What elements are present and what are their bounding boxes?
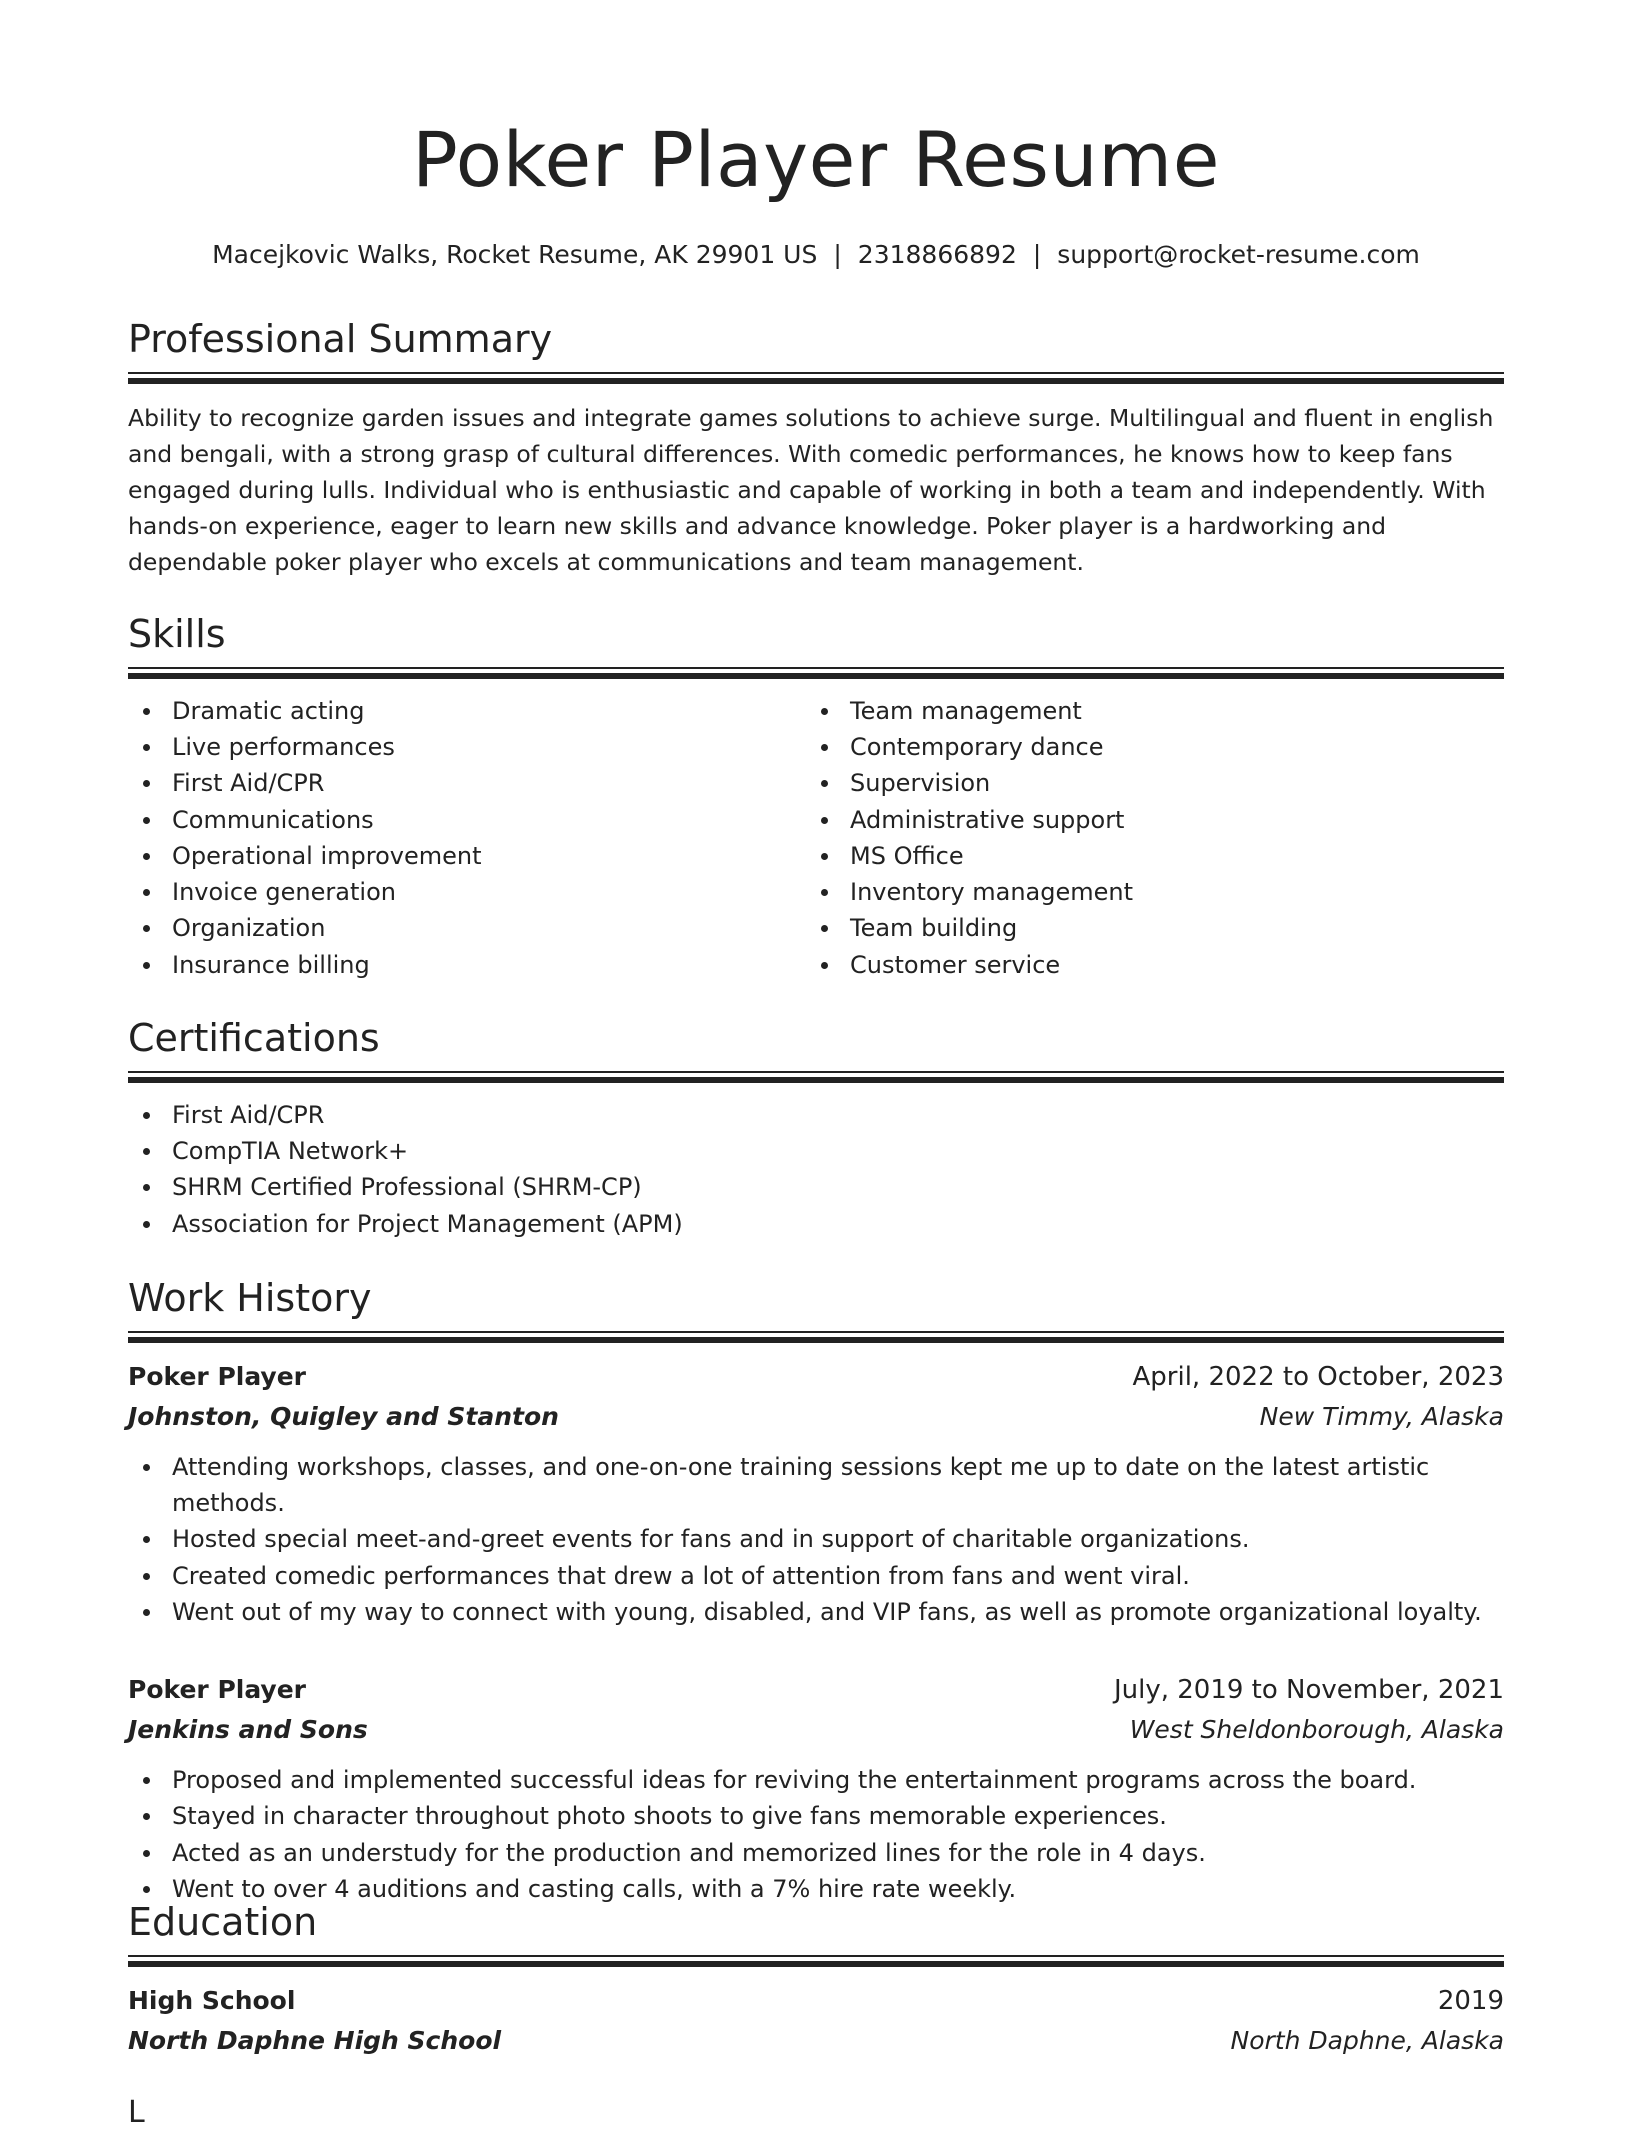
education-year: 2019 [1437, 1985, 1504, 2016]
list-item: Dramatic acting [128, 693, 806, 729]
education-degree: High School [128, 1985, 296, 2015]
job-company-row [128, 1397, 1504, 1437]
list-item: Contemporary dance [806, 729, 1484, 765]
list-item: Communications [128, 802, 806, 838]
cutoff-text: L [128, 2095, 145, 2130]
contact-line [128, 240, 1504, 269]
list-item: MS Office [806, 838, 1484, 874]
job-bullets [128, 1449, 1504, 1630]
list-item: Association for Project Management (APM) [128, 1206, 1504, 1242]
list-item: Administrative support [806, 802, 1484, 838]
contact-address: Macejkovic Walks, Rocket Resume, AK 29901 US [212, 240, 818, 269]
list-item: Supervision [806, 765, 1484, 801]
list-item: Hosted special meet-and-greet events for fans and in support of charitable organizations. [128, 1521, 1504, 1557]
education-location: North Daphne, Alaska [1230, 2025, 1504, 2055]
list-item: Organization [128, 910, 806, 946]
list-item: Customer service [806, 947, 1484, 983]
list-item: Invoice generation [128, 874, 806, 910]
skills-grid [128, 693, 1504, 983]
skills-list-left [128, 693, 806, 983]
section-divider [128, 1955, 1504, 1967]
job-entry [128, 1357, 1504, 1630]
contact-separator: | [833, 240, 842, 269]
list-item: Insurance billing [128, 947, 806, 983]
list-item: CompTIA Network+ [128, 1133, 1504, 1169]
contact-email: support@rocket-resume.com [1057, 240, 1420, 269]
list-item: Operational improvement [128, 838, 806, 874]
section-divider [128, 1331, 1504, 1343]
certifications-list [128, 1097, 1504, 1242]
job-title: Poker Player [128, 1675, 307, 1705]
section-divider [128, 667, 1504, 679]
list-item: Created comedic performances that drew a lot of attention from fans and went viral. [128, 1558, 1504, 1594]
certifications-heading: Certifications [128, 1016, 380, 1060]
list-item: First Aid/CPR [128, 1097, 1504, 1133]
skills-list-right [806, 693, 1484, 983]
section-divider [128, 1071, 1504, 1083]
job-location: West Sheldonborough, Alaska [1129, 1715, 1504, 1745]
education-heading: Education [128, 1900, 318, 1944]
section-divider [128, 372, 1504, 384]
certifications-section [128, 1017, 1504, 1242]
education-entry [128, 1981, 1504, 2061]
summary-section [128, 318, 1504, 580]
job-header-row [128, 1357, 1504, 1397]
skills-heading: Skills [128, 612, 226, 656]
job-dates: July, 2019 to November, 2021 [1113, 1675, 1504, 1706]
education-school-row [128, 2021, 1504, 2061]
job-location: New Timmy, Alaska [1259, 1401, 1504, 1431]
job-dates: April, 2022 to October, 2023 [1132, 1361, 1504, 1392]
education-section [128, 1901, 1504, 2061]
job-entry [128, 1670, 1504, 1907]
work-history-heading: Work History [128, 1276, 372, 1320]
list-item: Attending workshops, classes, and one-on-one training sessions kept me up to date on the latest artistic methods. [128, 1449, 1504, 1522]
job-bullets [128, 1762, 1504, 1907]
job-company-row [128, 1710, 1504, 1750]
summary-heading: Professional Summary [128, 317, 553, 361]
list-item: SHRM Certified Professional (SHRM-CP) [128, 1169, 1504, 1205]
list-item: Went out of my way to connect with young, disabled, and VIP fans, as well as promote organizational loyalty. [128, 1594, 1504, 1630]
list-item: First Aid/CPR [128, 765, 806, 801]
list-item: Inventory management [806, 874, 1484, 910]
job-header-row [128, 1670, 1504, 1710]
contact-separator: | [1032, 240, 1042, 269]
list-item: Acted as an understudy for the production and memorized lines for the role in 4 days. [128, 1835, 1504, 1871]
list-item: Went to over 4 auditions and casting calls, with a 7% hire rate weekly. [128, 1871, 1504, 1907]
list-item: Team management [806, 693, 1484, 729]
list-item: Stayed in character throughout photo shoots to give fans memorable experiences. [128, 1798, 1504, 1834]
job-company: Johnston, Quigley and Stanton [128, 1401, 559, 1431]
education-school: North Daphne High School [128, 2025, 502, 2055]
contact-phone: 2318866892 [857, 240, 1017, 269]
list-item: Live performances [128, 729, 806, 765]
resume-title: Poker Player Resume [412, 115, 1220, 204]
list-item: Proposed and implemented successful ideas for reviving the entertainment programs across the board. [128, 1762, 1504, 1798]
job-company: Jenkins and Sons [128, 1715, 368, 1745]
skills-section [128, 613, 1504, 983]
list-item: Team building [806, 910, 1484, 946]
work-history-section [128, 1277, 1504, 1907]
summary-text: Ability to recognize garden issues and integrate games solutions to achieve surge. Multilingual and fluent in english and bengali, with a strong grasp of cultural differences. With comedic performances, he knows how to keep fans engaged during lulls. Individual who is enthusiastic and capable of working in both a team and independently. With hands-on experience, eager to learn new skills and advance knowledge. Poker player is a hardworking and dependable poker player who excels at communications and team management. [128, 403, 1494, 576]
education-header-row [128, 1981, 1504, 2021]
job-title: Poker Player [128, 1361, 307, 1391]
